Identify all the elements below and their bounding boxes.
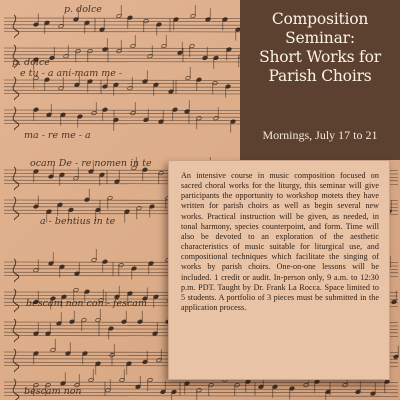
description-text: An intensive course in music composition focused on sacred choral works for the liturgy, this seminar will give participants the opportunity to workshop motets they have written for parish choirs as well as begin several new works. Practical instruction will be given, as needed, in tonal harmony, species counterpoint, and form. Time will also be devoted to an exploration of the aesthetic characteristics of music suitable for liturgical use, and compositional techniques which facilitate the singing of works by parish choirs. One-on-one lessons will be included. 1 credit or audit. In-person only, 9 a.m. to 12:30 p.m. PDT. Taught by Dr. Frank La Rocca. Space limited to 5 students. A portfolio of 3 pieces must be submitted in the application process. — [181, 171, 379, 313]
manuscript-lyric: a - bentius in te — [40, 216, 116, 227]
manuscript-lyric: p. dolce — [64, 4, 102, 15]
manuscript-lyric: bescam non — [24, 386, 82, 397]
seminar-dates: Mornings, July 17 to 21 — [262, 128, 378, 142]
manuscript-lyric: ocam De - re nomen in te — [30, 158, 152, 169]
title-line: Parish Choirs — [268, 67, 372, 85]
manuscript-lyric: e tu - a ani-mam me - — [20, 68, 123, 79]
title-line: Seminar: — [285, 29, 355, 47]
manuscript-lyric: bescam non con - fescam — [26, 298, 147, 309]
title-line: Composition — [271, 10, 369, 28]
seminar-title — [240, 10, 400, 86]
title-line: Short Works for — [259, 48, 381, 66]
manuscript-lyric: ma - re me - a — [24, 130, 91, 141]
description-card — [168, 160, 390, 380]
manuscript-lyric: p. dolce — [12, 57, 50, 68]
